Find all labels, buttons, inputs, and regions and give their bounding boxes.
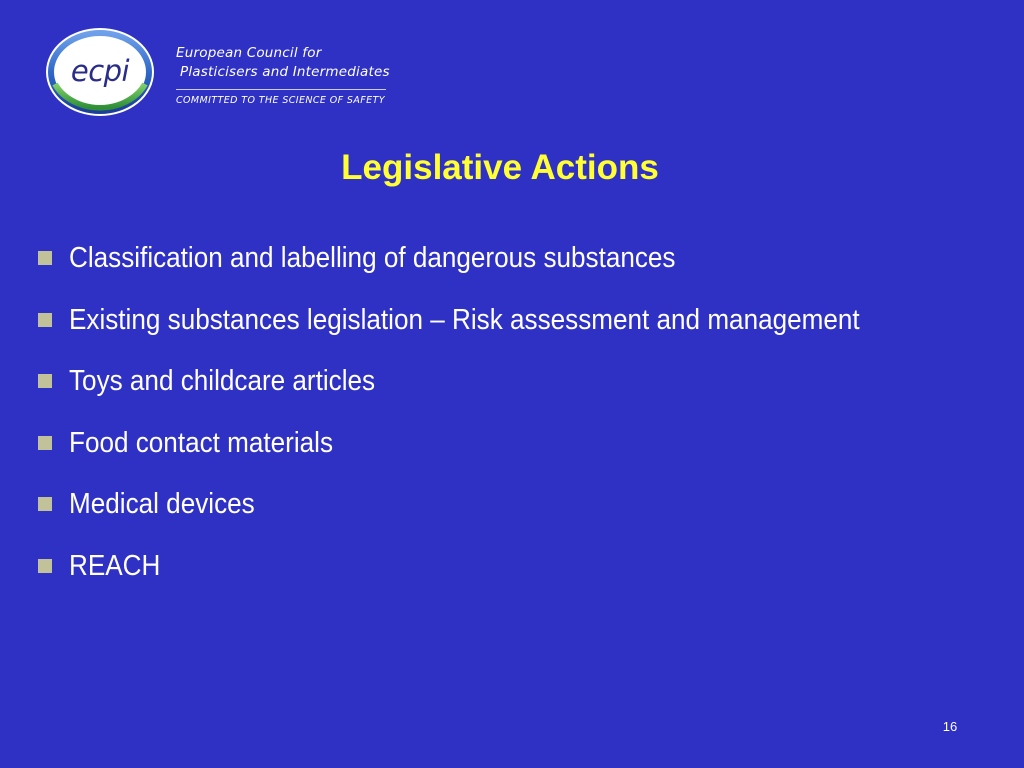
organization-divider xyxy=(176,89,386,90)
bullet-item xyxy=(38,298,998,360)
bullet-text: Food contact materials xyxy=(69,426,334,459)
bullet-text: Classification and labelling of dangerous substances xyxy=(69,242,676,274)
square-bullet-icon xyxy=(38,313,52,327)
logo-text: ecpi xyxy=(70,54,130,88)
bullet-item xyxy=(38,236,998,298)
organization-name-line-2: Plasticisers and Intermediates xyxy=(180,64,390,80)
bullet-text: Medical devices xyxy=(69,488,255,520)
organization-name-line-1: European Council for xyxy=(176,45,322,61)
slide-title: Legislative Actions xyxy=(341,148,659,187)
bullet-item xyxy=(38,482,998,544)
bullet-item xyxy=(38,421,998,483)
bullet-text: REACH xyxy=(69,549,161,582)
organization-block xyxy=(176,44,406,106)
bullet-item xyxy=(38,359,998,421)
square-bullet-icon xyxy=(38,497,52,511)
ecpi-logo xyxy=(44,26,156,118)
organization-tagline: COMMITTED TO THE SCIENCE OF SAFETY xyxy=(176,95,385,106)
bullet-text: Toys and childcare articles xyxy=(69,365,376,397)
page-number: 16 xyxy=(942,719,958,734)
bullet-list xyxy=(38,236,998,605)
square-bullet-icon xyxy=(38,374,52,388)
square-bullet-icon xyxy=(38,559,52,573)
bullet-text: Existing substances legislation – Risk assessment and management xyxy=(69,303,860,336)
square-bullet-icon xyxy=(38,436,52,450)
square-bullet-icon xyxy=(38,251,52,265)
bullet-item xyxy=(38,544,998,606)
